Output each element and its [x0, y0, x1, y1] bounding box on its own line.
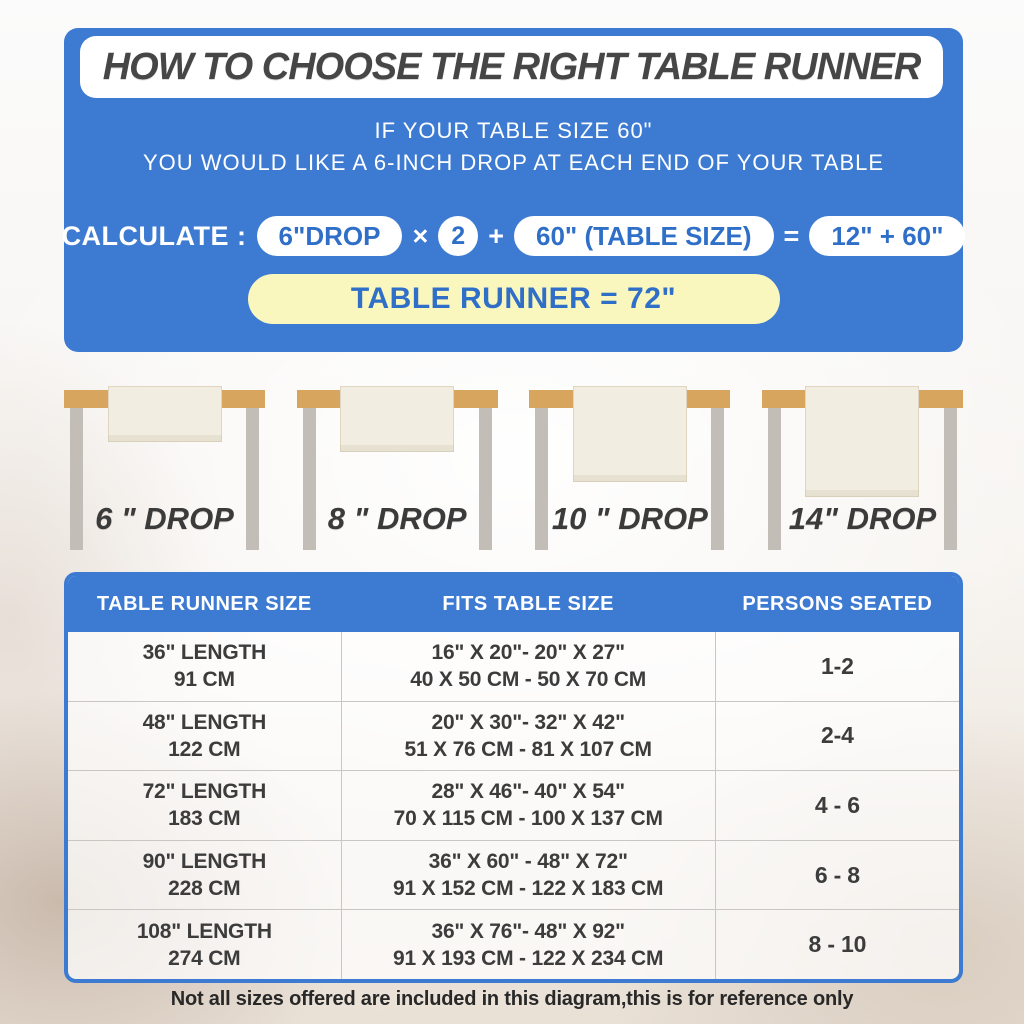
persons-count: 1-2	[821, 652, 854, 679]
multiplier-badge: 2	[438, 216, 478, 256]
fits-cm: 70 X 115 CM - 100 X 137 CM	[393, 807, 663, 831]
drop-illustrations	[64, 375, 963, 565]
size-inches: 108" LENGTH	[136, 919, 272, 943]
persons-count: 4 - 6	[814, 791, 860, 818]
size-cm: 183 CM	[168, 807, 241, 831]
table-row	[68, 701, 959, 771]
runner-cloth	[108, 386, 222, 442]
size-inches: 72" LENGTH	[142, 780, 267, 804]
size-cm: 228 CM	[168, 877, 241, 901]
size-cm: 91 CM	[173, 668, 235, 692]
table-figure-14in	[762, 375, 963, 565]
table-row	[68, 909, 959, 979]
table-size-pill: 60" (TABLE SIZE)	[514, 216, 774, 256]
equals-sign: =	[783, 220, 800, 251]
table-row	[68, 632, 959, 701]
drop-label: 14" DROP	[788, 501, 937, 536]
table-body	[68, 632, 959, 979]
header-persons-seated: PERSONS SEATED	[742, 592, 933, 615]
cell-fits-size	[341, 632, 716, 701]
fits-inches: 36" X 76"- 48" X 92"	[431, 919, 625, 943]
size-inches: 48" LENGTH	[142, 710, 267, 734]
table-figure-6in	[64, 375, 265, 565]
cell-fits-size	[341, 841, 716, 910]
drop-label: 8 " DROP	[327, 501, 467, 536]
table-row	[68, 840, 959, 910]
fits-inches: 36" X 60" - 48" X 72"	[428, 850, 628, 874]
persons-count: 8 - 10	[808, 931, 867, 958]
runner-cloth	[573, 386, 687, 482]
size-inches: 90" LENGTH	[142, 850, 267, 874]
fits-cm: 51 X 76 CM - 81 X 107 CM	[404, 737, 652, 761]
cell-persons	[716, 632, 959, 701]
fits-inches: 16" X 20"- 20" X 27"	[431, 641, 625, 665]
result-pill: 12" + 60"	[809, 216, 965, 256]
title-bar	[80, 36, 943, 98]
subtitle-line-1: IF YOUR TABLE SIZE 60"	[374, 118, 653, 143]
drop-value-pill: 6"DROP	[257, 216, 403, 256]
cell-persons	[716, 910, 959, 979]
persons-count: 2-4	[821, 722, 854, 749]
cell-persons	[716, 702, 959, 771]
fits-inches: 20" X 30"- 32" X 42"	[431, 710, 625, 734]
header-runner-size: TABLE RUNNER SIZE	[96, 592, 312, 615]
persons-count: 6 - 8	[814, 861, 860, 888]
drop-label: 6 " DROP	[95, 501, 234, 536]
runner-cloth	[805, 386, 919, 497]
fits-cm: 40 X 50 CM - 50 X 70 CM	[410, 668, 647, 692]
table-figure-10in	[529, 375, 730, 565]
fits-inches: 28" X 46"- 40" X 54"	[431, 780, 625, 804]
fits-cm: 91 X 152 CM - 122 X 183 CM	[393, 877, 664, 901]
cell-persons	[716, 841, 959, 910]
cell-runner-size	[68, 910, 341, 979]
times-sign: ×	[412, 220, 429, 251]
runner-cloth	[340, 386, 454, 452]
size-reference-table	[64, 572, 963, 983]
calculate-label: CALCULATE :	[61, 220, 247, 251]
cell-persons	[716, 771, 959, 840]
cell-runner-size	[68, 702, 341, 771]
cell-runner-size	[68, 771, 341, 840]
size-cm: 122 CM	[168, 737, 241, 761]
size-cm: 274 CM	[168, 946, 241, 970]
table-figure-8in	[297, 375, 498, 565]
size-inches: 36" LENGTH	[142, 641, 267, 665]
cell-runner-size	[68, 632, 341, 701]
drop-label: 10 " DROP	[551, 501, 708, 536]
cell-fits-size	[341, 771, 716, 840]
fits-cm: 91 X 193 CM - 122 X 234 CM	[393, 946, 664, 970]
header-fits-table-size: FITS TABLE SIZE	[442, 592, 614, 615]
footer-note: Not all sizes offered are included in this diagram,this is for reference only	[170, 988, 854, 1010]
instruction-panel	[61, 28, 963, 352]
table-row	[68, 770, 959, 840]
subtitle-line-2: YOU WOULD LIKE A 6-INCH DROP AT EACH END OF YOUR TABLE	[142, 150, 885, 175]
table-header-row	[68, 576, 959, 632]
cell-fits-size	[341, 910, 716, 979]
cell-runner-size	[68, 841, 341, 910]
calculation-row	[61, 212, 963, 260]
plus-sign: +	[488, 220, 504, 251]
cell-fits-size	[341, 702, 716, 771]
page-title: HOW TO CHOOSE THE RIGHT TABLE RUNNER	[102, 45, 921, 88]
runner-total-pill: TABLE RUNNER = 72"	[248, 274, 780, 324]
